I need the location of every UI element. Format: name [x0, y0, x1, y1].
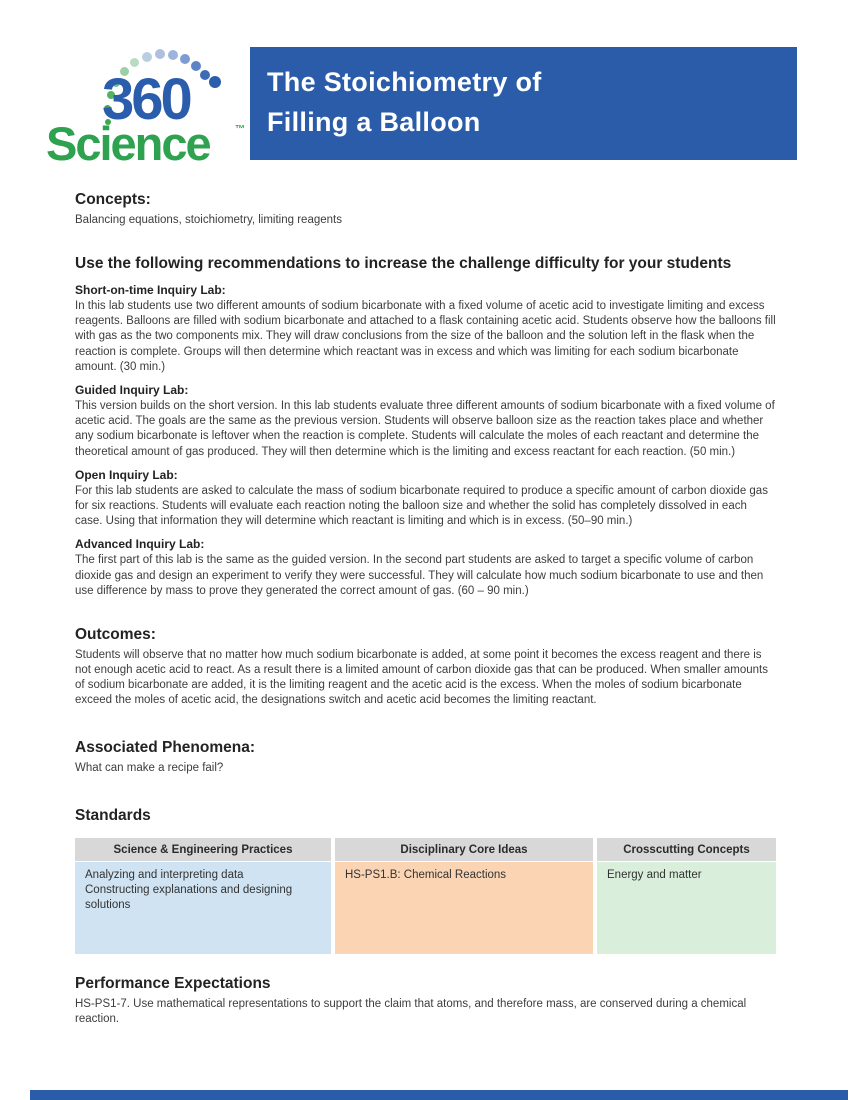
logo-dot	[191, 61, 201, 71]
logo-science-text: Science	[46, 117, 210, 170]
phenomena-text: What can make a recipe fail?	[75, 762, 224, 775]
logo-dot	[209, 76, 221, 88]
logo-dot	[142, 52, 152, 62]
lab-text-guided: This version builds on the short version. In this lab students evaluate three different amounts of sodium bicarbonate with a fixed volume of acetic acid. The goals are the same as the previous version. Students will observe balloon size as the reaction takes place and whether any sodium bicarbonate is leftover when the reaction is complete. Students will calculate the moles of each reactant and determine the theoretical amount of gas produced. They will then determine which is the limiting and excess reactant for each reaction. (50 min.)	[75, 400, 775, 458]
phenomena-heading: Associated Phenomena:	[75, 739, 256, 757]
document-body	[75, 190, 776, 1027]
logo-dot	[180, 54, 190, 64]
standards-column-practices	[75, 838, 331, 954]
standards-column-core-ideas	[335, 838, 593, 954]
lab-text-advanced: The first part of this lab is the same as the guided version. In the second part students are asked to target a specific volume of carbon dioxide gas and design an experiment to verify they were successful. They will calculate how much sodium bicarbonate to use and then use difference by mass to prove they generated the correct amount of gas. (60 – 90 min.)	[75, 554, 764, 597]
table-cell	[597, 862, 776, 954]
logo-dot	[168, 50, 178, 60]
performance-text: HS-PS1-7. Use mathematical representations to support the claim that atoms, and therefore mass, are conserved during a chemical reaction.	[75, 998, 747, 1026]
performance-heading: Performance Expectations	[75, 975, 271, 993]
table-cell-line: Energy and matter	[607, 869, 702, 882]
table-cell-line: Constructing explanations and designing solutions	[85, 884, 293, 912]
360-science-logo	[46, 40, 251, 170]
recommendations-heading: Use the following recommendations to increase the challenge difficulty for your students	[75, 255, 732, 272]
table-cell-line: Analyzing and interpreting data	[85, 869, 244, 882]
table-cell-line: HS-PS1.B: Chemical Reactions	[345, 869, 507, 882]
lab-label-short-on-time: Short-on-time Inquiry Lab:	[75, 283, 226, 297]
title-banner	[250, 47, 797, 160]
table-header-cell: Disciplinary Core Ideas	[335, 838, 593, 861]
footer-banner-strip	[30, 1090, 848, 1100]
lab-label-advanced: Advanced Inquiry Lab:	[75, 537, 205, 552]
logo-trademark: ™	[235, 124, 245, 135]
standards-table	[75, 838, 776, 954]
concepts-text: Balancing equations, stoichiometry, limiting reagents	[75, 214, 342, 226]
logo-dot	[200, 70, 210, 80]
logo-dot	[155, 49, 165, 59]
concepts-heading: Concepts:	[75, 191, 151, 208]
document-title-line1: The Stoichiometry of	[267, 67, 542, 97]
lab-label-open: Open Inquiry Lab:	[75, 467, 178, 482]
lab-text-short-on-time: In this lab students use two different amounts of sodium bicarbonate with a fixed volume of acetic acid to investigate limiting and excess reagents. Balloons are filled with sodium bicarbonate and attached to a flask containing acetic acid. Students observe how the balloons fill with gas as the two components mix. They will draw conclusions from the size of the balloon and the solution left in the flask when the reaction is complete. Groups will then determine which reactant was in excess and which was limiting for each sodium bicarbonate amount. (30 min.)	[75, 300, 776, 373]
document-title-line2: Filling a Balloon	[267, 107, 481, 137]
logo-360-text: 360	[102, 67, 190, 132]
standards-column-crosscutting	[597, 838, 776, 954]
lab-text-open: For this lab students are asked to calculate the mass of sodium bicarbonate required to produce a specific amount of carbon dioxide gas for six reactions. Students will evaluate each reaction noting the balloon size and whether the solid has completely dissolved in each case. Using that information they will determine which reactant is limiting and which is in excess. (50–90 min.)	[75, 484, 768, 528]
standards-heading: Standards	[75, 807, 151, 825]
table-header-cell: Crosscutting Concepts	[597, 838, 776, 861]
lab-label-guided: Guided Inquiry Lab:	[75, 383, 189, 398]
outcomes-text: Students will observe that no matter how much sodium bicarbonate is added, at some point it becomes the excess reagent and there is not enough acetic acid to react. As a result there is a limited amount of carbon dioxide gas that can be produced. When smaller amounts of sodium bicarbonate are added, it is the limiting reagent and the acetic acid is the excess. When the moles of sodium bicarbonate exceed the moles of acetic acid, the designations switch and acetic acid becomes the limiting reactant.	[75, 649, 768, 707]
table-header-cell: Science & Engineering Practices	[75, 838, 331, 861]
table-cell	[75, 862, 331, 954]
table-cell	[335, 862, 593, 954]
outcomes-heading: Outcomes:	[75, 626, 156, 644]
